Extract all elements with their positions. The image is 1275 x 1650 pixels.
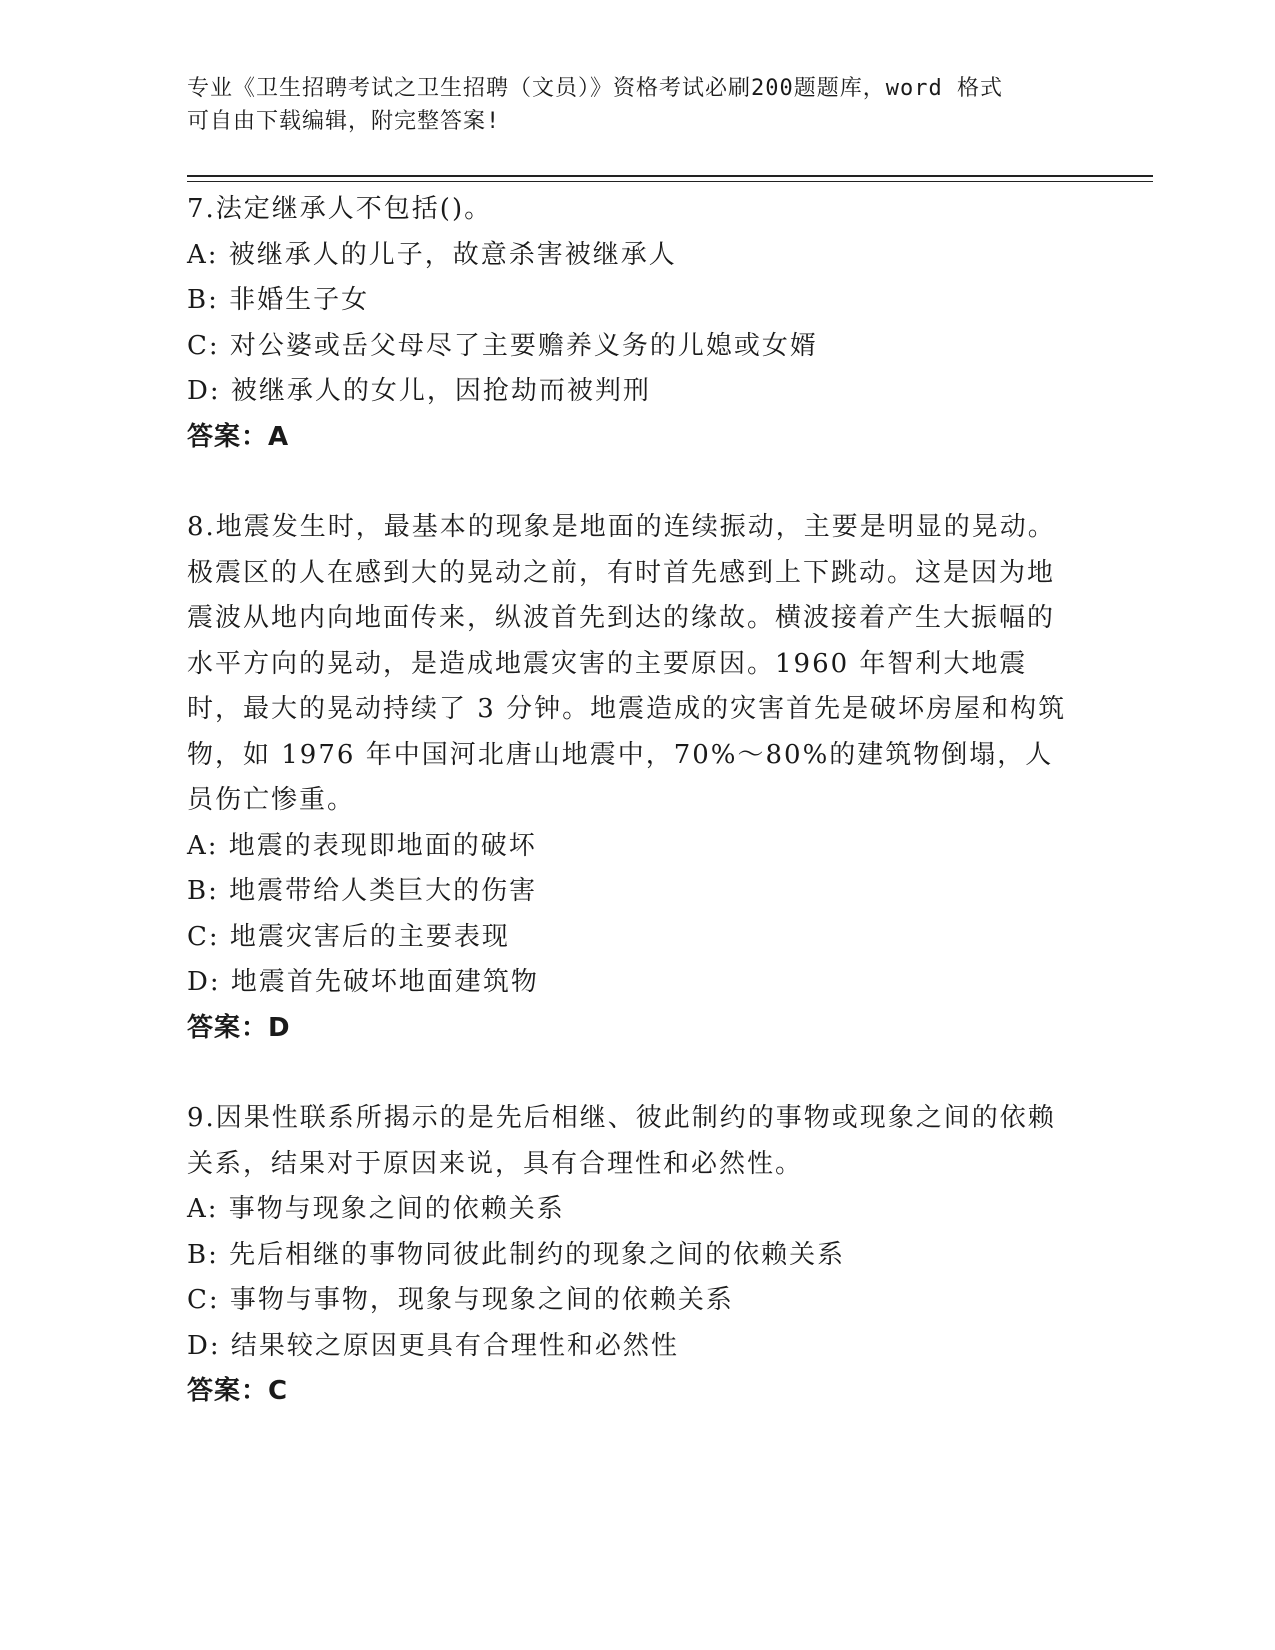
option-a: A: 被继承人的儿子，故意杀害被继承人 <box>187 239 677 270</box>
header-divider-thick <box>187 175 1153 177</box>
question-stem: 9.因果性联系所揭示的是先后相继、彼此制约的事物或现象之间的依赖关系，结果对于原因来说，具有合理性和必然性。 <box>187 1103 1056 1179</box>
option-a: A: 地震的表现即地面的破坏 <box>187 830 537 861</box>
option-d: D: 结果较之原因更具有合理性和必然性 <box>187 1330 679 1361</box>
question-spacer <box>187 460 1067 505</box>
option-c: C: 地震灾害后的主要表现 <box>187 921 510 952</box>
option-c: C: 事物与事物，现象与现象之间的依赖关系 <box>187 1285 734 1315</box>
answer: 答案：D <box>187 1012 291 1043</box>
question-stem: 7.法定继承人不包括()。 <box>187 194 493 224</box>
option-d: D: 被继承人的女儿，因抢劫而被判刑 <box>187 376 651 406</box>
question-list <box>187 187 1067 1415</box>
option-b: B: 先后相继的事物同彼此制约的现象之间的依赖关系 <box>187 1239 846 1270</box>
question-7 <box>187 187 1067 460</box>
question-spacer <box>187 1051 1067 1096</box>
header-line-1: 专业《卫生招聘考试之卫生招聘（文员）》资格考试必刷200题题库，word 格式 <box>187 76 1003 101</box>
option-a: A: 事物与现象之间的依赖关系 <box>187 1194 565 1224</box>
document-header <box>187 72 1067 138</box>
question-8 <box>187 505 1067 1051</box>
answer: 答案：A <box>187 421 290 452</box>
question-9 <box>187 1096 1067 1415</box>
answer: 答案：C <box>187 1376 289 1406</box>
header-line-2: 可自由下载编辑，附完整答案! <box>187 109 501 134</box>
question-stem: 8.地震发生时，最基本的现象是地面的连续振动，主要是明显的晃动。极震区的人在感到大的晃动之前，有时首先感到上下跳动。这是因为地震波从地内向地面传来，纵波首先到达的缘故。横波接着产生大振幅的水平方向的晃动，是造成地震灾害的主要原因。1960 年智利大地震时，最大的晃动持续了 3 分钟。地震造成的灾害首先是破坏房屋和构筑物，如 1976 年中国河北唐山地震中，70%～80%的建筑物倒塌，人员伤亡惨重。 <box>187 512 1067 815</box>
option-c: C: 对公婆或岳父母尽了主要赡养义务的儿媳或女婿 <box>187 330 818 361</box>
header-divider-thin <box>187 181 1153 182</box>
option-b: B: 地震带给人类巨大的伤害 <box>187 876 538 906</box>
option-b: B: 非婚生子女 <box>187 285 370 315</box>
option-d: D: 地震首先破坏地面建筑物 <box>187 967 539 997</box>
